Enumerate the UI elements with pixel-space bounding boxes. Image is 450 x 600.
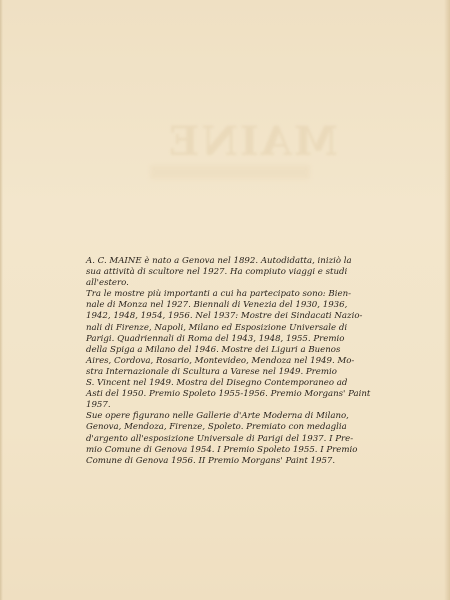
biography-line: d'argento all'esposizione Universale di Parigi del 1937. I Pre- xyxy=(86,433,354,444)
page-edge-shadow-left xyxy=(0,0,3,600)
artist-biography xyxy=(86,256,386,467)
biography-line: Aires, Cordova, Rosario, Montevideo, Mendoza nel 1949. Mo- xyxy=(86,355,355,366)
biography-line: nale di Monza nel 1927. Biennali di Venezia del 1930, 1936, xyxy=(86,300,348,311)
biography-line: 1942, 1948, 1954, 1956. Nel 1937: Mostre dei Sindacati Nazio- xyxy=(86,311,363,322)
page-edge-shadow-right xyxy=(444,0,450,600)
biography-line: della Spiga a Milano del 1946. Mostre dei Liguri a Buenos xyxy=(86,344,341,355)
biography-line: stra Internazionale di Scultura a Varese nel 1949. Premio xyxy=(86,366,337,377)
biography-line: A. C. MAINE è nato a Genova nel 1892. Autodidatta, iniziò la xyxy=(86,256,352,266)
biography-line: S. Vincent nel 1949. Mostra del Disegno Contemporaneo ad xyxy=(86,378,348,389)
show-through-smudge xyxy=(150,165,310,179)
biography-line: sua attività di scultore nel 1927. Ha compiuto viaggi e studi xyxy=(86,267,348,278)
biography-line: Sue opere figurano nelle Gallerie d'Arte Moderna di Milano, xyxy=(86,411,349,422)
biography-line: mio Comune di Genova 1954. I Premio Spoleto 1955. I Premio xyxy=(86,444,358,455)
biography-line: nali di Firenze, Napoli, Milano ed Esposizione Universale di xyxy=(86,322,348,333)
biography-line: Asti del 1950. Premio Spoleto 1955-1956. Premio Morgans' Paint xyxy=(86,389,371,400)
biography-line: Parigi. Quadriennali di Roma del 1943, 1948, 1955. Premio xyxy=(86,333,345,344)
biography-line: Comune di Genova 1956. II Premio Morgans' Paint 1957. xyxy=(86,455,336,466)
biography-line: 1957. xyxy=(86,400,111,411)
show-through-print: MAINE xyxy=(166,118,338,165)
biography-line: all'estero. xyxy=(86,278,129,289)
biography-line: Tra le mostre più importanti a cui ha partecipato sono: Bien- xyxy=(86,289,352,300)
biography-line: Genova, Mendoza, Firenze, Spoleto. Premiato con medaglia xyxy=(86,422,347,433)
